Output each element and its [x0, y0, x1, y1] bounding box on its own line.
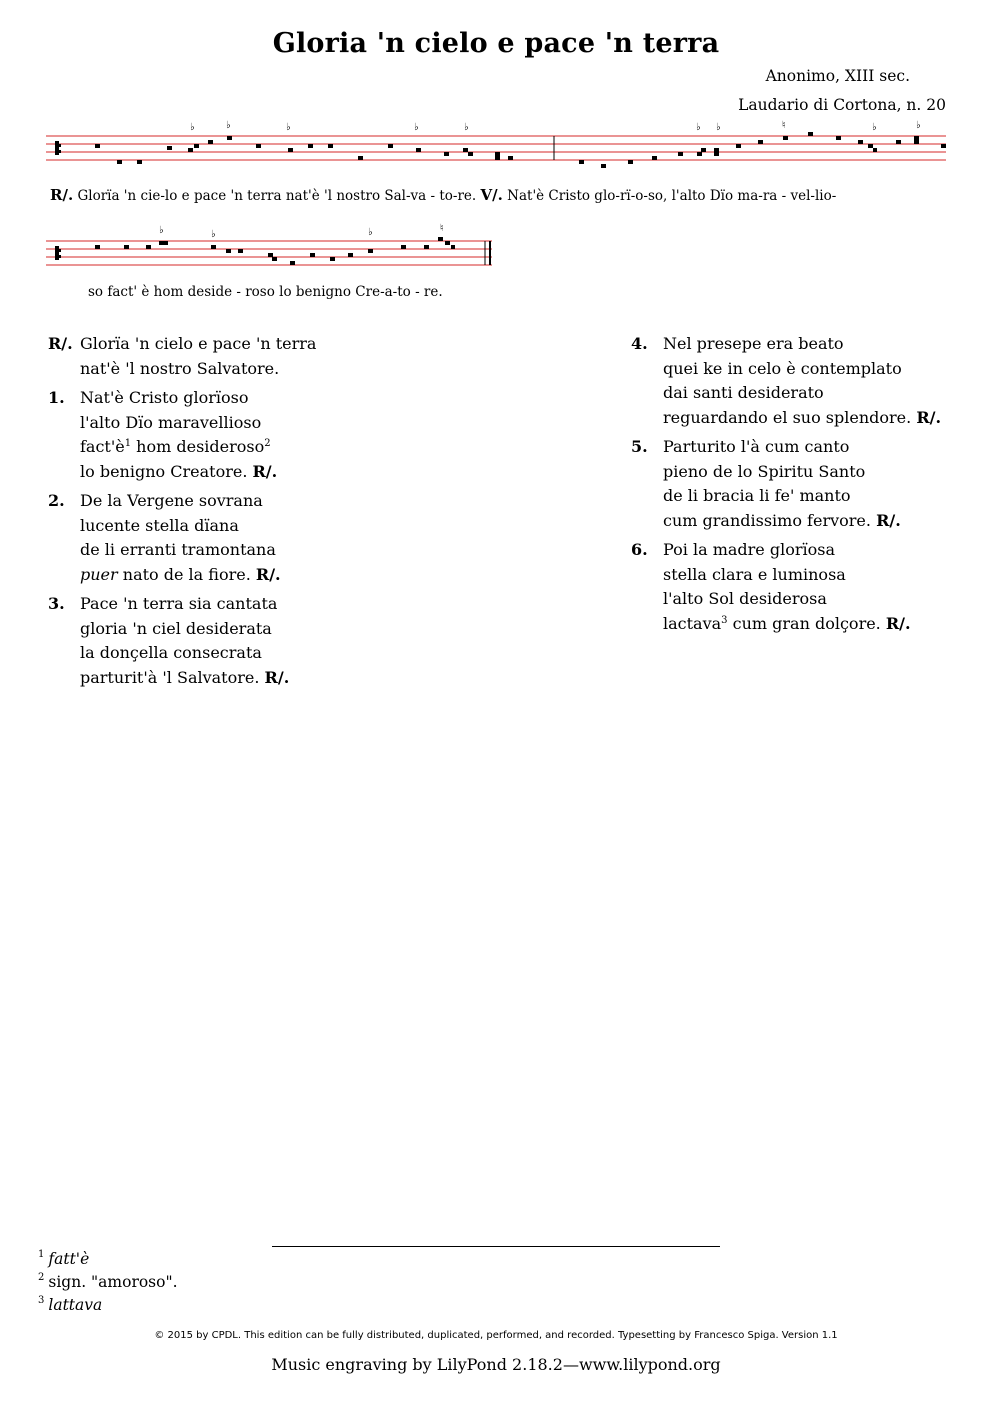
neume-group [95, 132, 946, 168]
footnote-text: fatt'è [48, 1250, 90, 1268]
stanza-6 [631, 538, 941, 636]
footnote-ref: 2 [264, 438, 271, 449]
system-1-lyrics [50, 186, 836, 204]
svg-text:♭: ♭ [872, 122, 877, 133]
refrain-marker: R/. [48, 334, 73, 353]
stanza-text: reguardando el suo splendore. [663, 407, 912, 427]
svg-text:♭: ♭ [464, 122, 469, 133]
refrain-cue: R/. [252, 461, 278, 481]
stanza-line: la donçella consecrata [80, 643, 262, 662]
stanza-line [663, 509, 941, 534]
refrain-cue: R/. [885, 613, 911, 633]
svg-text:♭: ♭ [368, 227, 373, 238]
svg-text:♭: ♭ [211, 229, 216, 240]
composer-credit: Anonimo, XIII sec. [765, 67, 910, 85]
footnote-text: sign. "amoroso". [48, 1273, 178, 1291]
svg-text:♭: ♭ [716, 122, 721, 133]
refrain-cue: R/. [916, 407, 942, 427]
stanza-text: fact'è [80, 437, 125, 456]
stanza-line: dai santi desiderato [663, 383, 824, 402]
music-staff-system-2 [46, 223, 494, 277]
stanza-line: Poi la madre glorïosa [663, 540, 835, 559]
refrain-marker: R/. [50, 186, 74, 204]
stanza-line: Nat'è Cristo glorïoso [80, 388, 249, 407]
stanza-line: lucente stella dïana [80, 515, 239, 535]
stanza-line [80, 435, 316, 460]
stanza-line [663, 612, 941, 637]
refrain-stanza [48, 332, 316, 381]
engraving-credit: Music engraving by LilyPond 2.18.2—www.lilypond.org [271, 1355, 721, 1374]
page-title: Gloria 'n cielo e pace 'n terra [272, 28, 720, 59]
clef-icon [55, 246, 61, 260]
footnotes [38, 1248, 178, 1317]
stanza-2 [48, 489, 316, 587]
stanza-line: pieno de lo Spiritu Santo [663, 461, 866, 481]
system-2-lyrics: so fact' è hom deside - roso lo benigno Cre-a-to - re. [88, 284, 443, 300]
stanza-line [663, 406, 941, 431]
svg-text:♭: ♭ [226, 120, 231, 131]
stanza-line: quei ke in celo è contemplato [663, 358, 902, 378]
stanza-line: Pace 'n terra sia cantata [80, 594, 278, 613]
svg-text:♭: ♭ [159, 225, 164, 236]
stanza-line: gloria 'n ciel desiderata [80, 618, 272, 638]
stanza-text: lo benigno Creatore. [80, 461, 248, 481]
svg-text:♭: ♭ [916, 120, 921, 131]
svg-text:♭: ♭ [286, 122, 291, 133]
stanza-text: lactava [663, 613, 722, 633]
stanza-line: Glorïa 'n cielo e pace 'n terra [80, 334, 317, 353]
footnote-divider [272, 1246, 720, 1247]
stanza-number: 6. [631, 540, 648, 559]
stanza-line [80, 666, 316, 691]
source-credit: Laudario di Cortona, n. 20 [738, 96, 946, 114]
footnote-ref: 1 [124, 438, 132, 449]
refrain-cue: R/. [264, 667, 290, 687]
copyright-notice: © 2015 by CPDL. This edition can be fully distributed, duplicated, performed, and recorded. Typesetting by Francesco Spiga. Version 1.1 [154, 1330, 838, 1341]
stanzas-right-column [631, 332, 941, 641]
stanza-3 [48, 592, 316, 690]
stanza-text: cum gran dolçore. [727, 613, 881, 633]
stanza-number: 3. [48, 594, 65, 613]
stanza-4 [631, 332, 941, 430]
footnote-2 [38, 1271, 178, 1294]
footnote-1 [38, 1248, 178, 1271]
footnote-3 [38, 1294, 178, 1317]
footnote-ref: 3 [721, 614, 728, 626]
stanza-number: 1. [48, 388, 65, 407]
stanza-line: l'alto Sol desiderosa [663, 589, 827, 608]
footnote-number: 2 [38, 1272, 45, 1283]
svg-text:♭: ♭ [414, 122, 419, 133]
stanza-line: stella clara e luminosa [663, 564, 846, 584]
stanza-line [80, 460, 316, 485]
verse-marker: V/. [480, 186, 503, 204]
stanzas-left-column [48, 332, 316, 695]
music-staff-system-1 [46, 120, 946, 172]
stanza-text: nato de la fiore. [117, 564, 251, 584]
stanza-number: 5. [631, 437, 648, 456]
stanza-number: 4. [631, 334, 648, 353]
stanza-line [80, 563, 316, 588]
svg-text:♭: ♭ [190, 122, 195, 133]
svg-text:♮: ♮ [782, 120, 786, 131]
footnote-number: 1 [38, 1249, 45, 1260]
stanza-text-italic: puer [80, 564, 118, 584]
stanza-line: Parturito l'à cum canto [663, 437, 850, 456]
svg-text:♭: ♭ [696, 122, 701, 133]
stanza-line: l'alto Dïo maravellioso [80, 412, 262, 432]
clef-icon [55, 141, 61, 155]
stanza-line: de li bracia li fe' manto [663, 486, 851, 505]
refrain-lyrics: Glorïa 'n cie-lo e pace 'n terra nat'è 'l nostro Sal-va - to-re. [77, 188, 477, 204]
stanza-text: cum grandissimo fervore. [663, 510, 871, 530]
stanza-1 [48, 386, 316, 484]
footnote-number: 3 [38, 1295, 45, 1306]
stanza-text: hom desideroso [131, 437, 265, 456]
svg-text:♮: ♮ [440, 223, 444, 234]
stanza-number: 2. [48, 491, 65, 510]
refrain-cue: R/. [876, 510, 901, 530]
verse-lyrics: Nat'è Cristo glo-rï-o-so, l'alto Dïo ma-ra - vel-lio- [507, 188, 837, 204]
stanza-line: De la Vergene sovrana [80, 491, 263, 510]
footnote-text: lattava [48, 1296, 103, 1314]
stanza-line: nat'è 'l nostro Salvatore. [80, 358, 280, 378]
refrain-cue: R/. [255, 564, 281, 584]
stanza-5 [631, 435, 941, 533]
stanza-text: parturit'à 'l Salvatore. [80, 667, 260, 687]
stanza-line: de li erranti tramontana [80, 540, 276, 559]
stanza-line: Nel presepe era beato [663, 334, 844, 353]
